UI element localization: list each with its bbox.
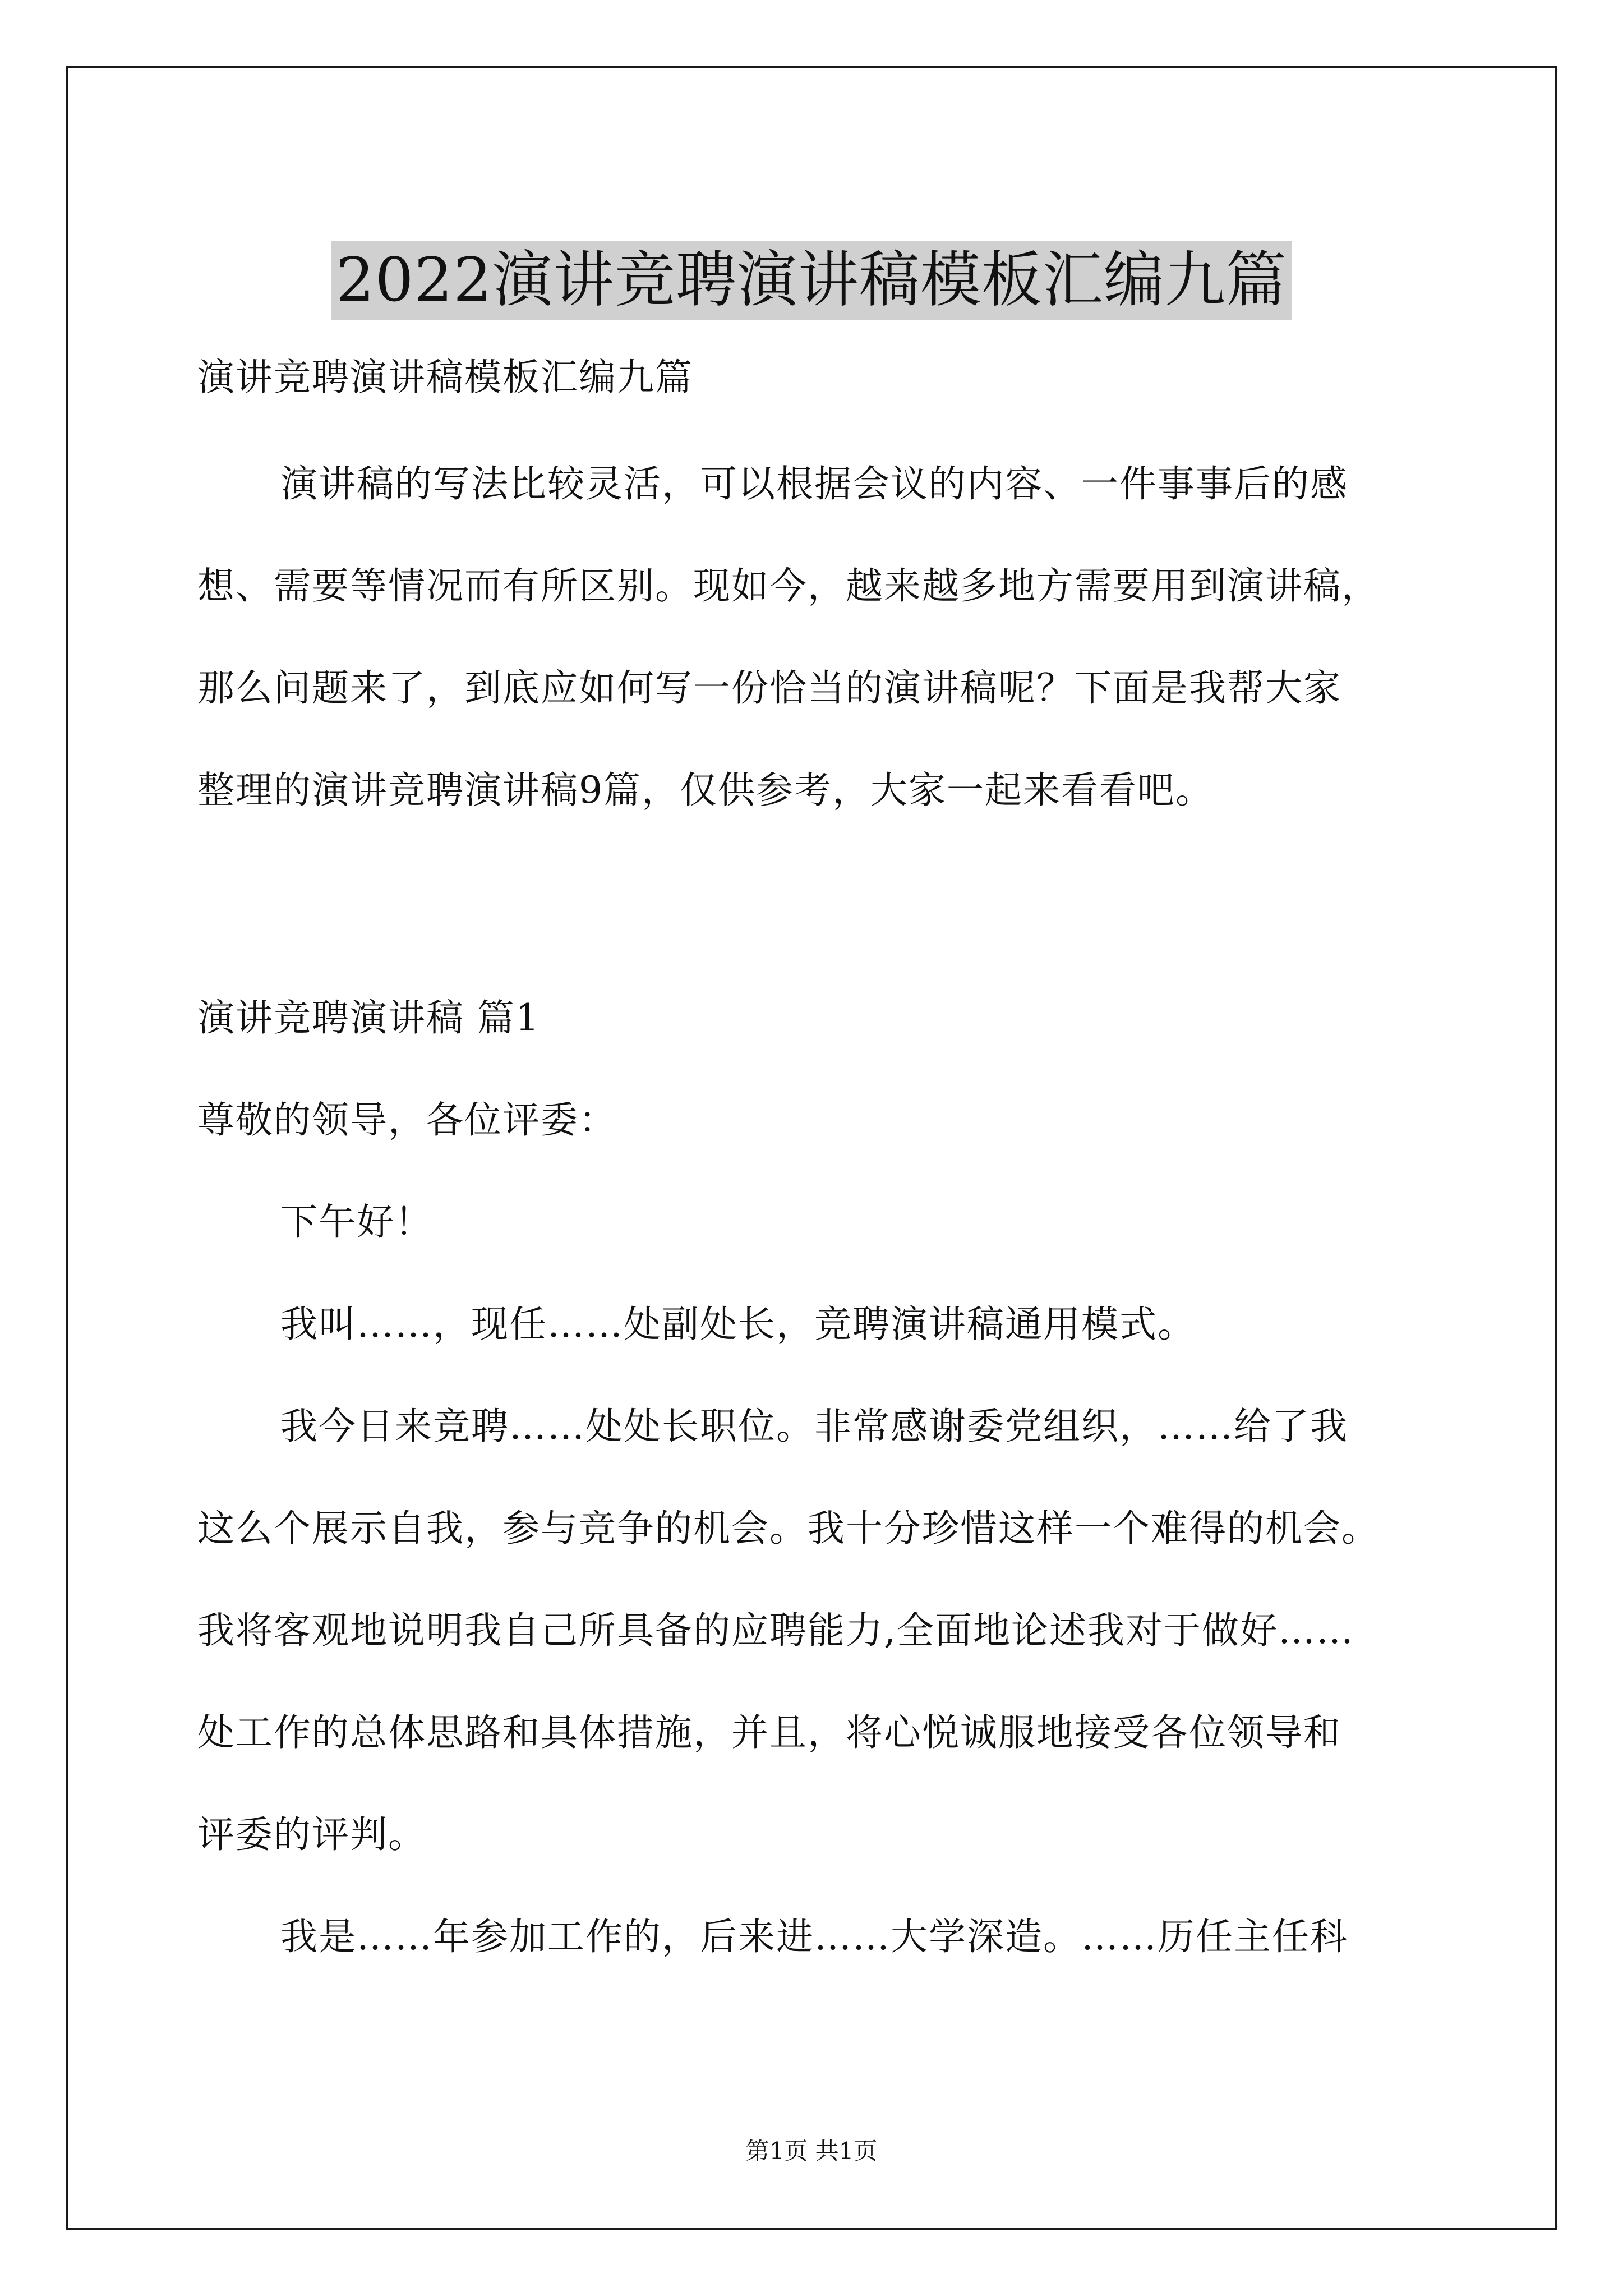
body-line-4: 我将客观地说明我自己所具备的应聘能力,全面地论述我对于做好…… [197, 1609, 1354, 1652]
body-line-3: 这么个展示自我，参与竞争的机会。我十分珍惜这样一个难得的机会。 [197, 1507, 1380, 1550]
document-title: 2022演讲竞聘演讲稿模板汇编九篇 [331, 241, 1292, 320]
title-container [0, 201, 1623, 361]
body-line-5: 处工作的总体思路和具体措施，并且，将心悦诚服地接受各位领导和 [197, 1711, 1341, 1754]
body-line-2: 我今日来竞聘……处处长职位。非常感谢委党组织，……给了我 [280, 1405, 1348, 1448]
subtitle-line: 演讲竞聘演讲稿模板汇编九篇 [197, 356, 693, 399]
intro-line-1: 演讲稿的写法比较灵活，可以根据会议的内容、一件事事后的感 [280, 462, 1348, 505]
intro-line-4: 整理的演讲竞聘演讲稿9篇，仅供参考，大家一起来看看吧。 [197, 769, 1214, 812]
section-heading: 演讲竞聘演讲稿 篇1 [197, 996, 540, 1039]
intro-line-2: 想、需要等情况而有所区别。现如今，越来越多地方需要用到演讲稿， [197, 564, 1380, 608]
body-line-1: 我叫……，现任……处副处长，竞聘演讲稿通用模式。 [280, 1303, 1196, 1346]
body-line-6: 评委的评判。 [197, 1813, 426, 1856]
page-footer: 第1页 共1页 [745, 2137, 878, 2165]
body-line-7: 我是……年参加工作的，后来进……大学深造。……历任主任科 [280, 1915, 1348, 1958]
greeting-line: 下午好！ [280, 1200, 433, 1244]
salutation-line: 尊敬的领导，各位评委： [197, 1098, 617, 1142]
intro-line-3: 那么问题来了，到底应如何写一份恰当的演讲稿呢？下面是我帮大家 [197, 666, 1341, 710]
